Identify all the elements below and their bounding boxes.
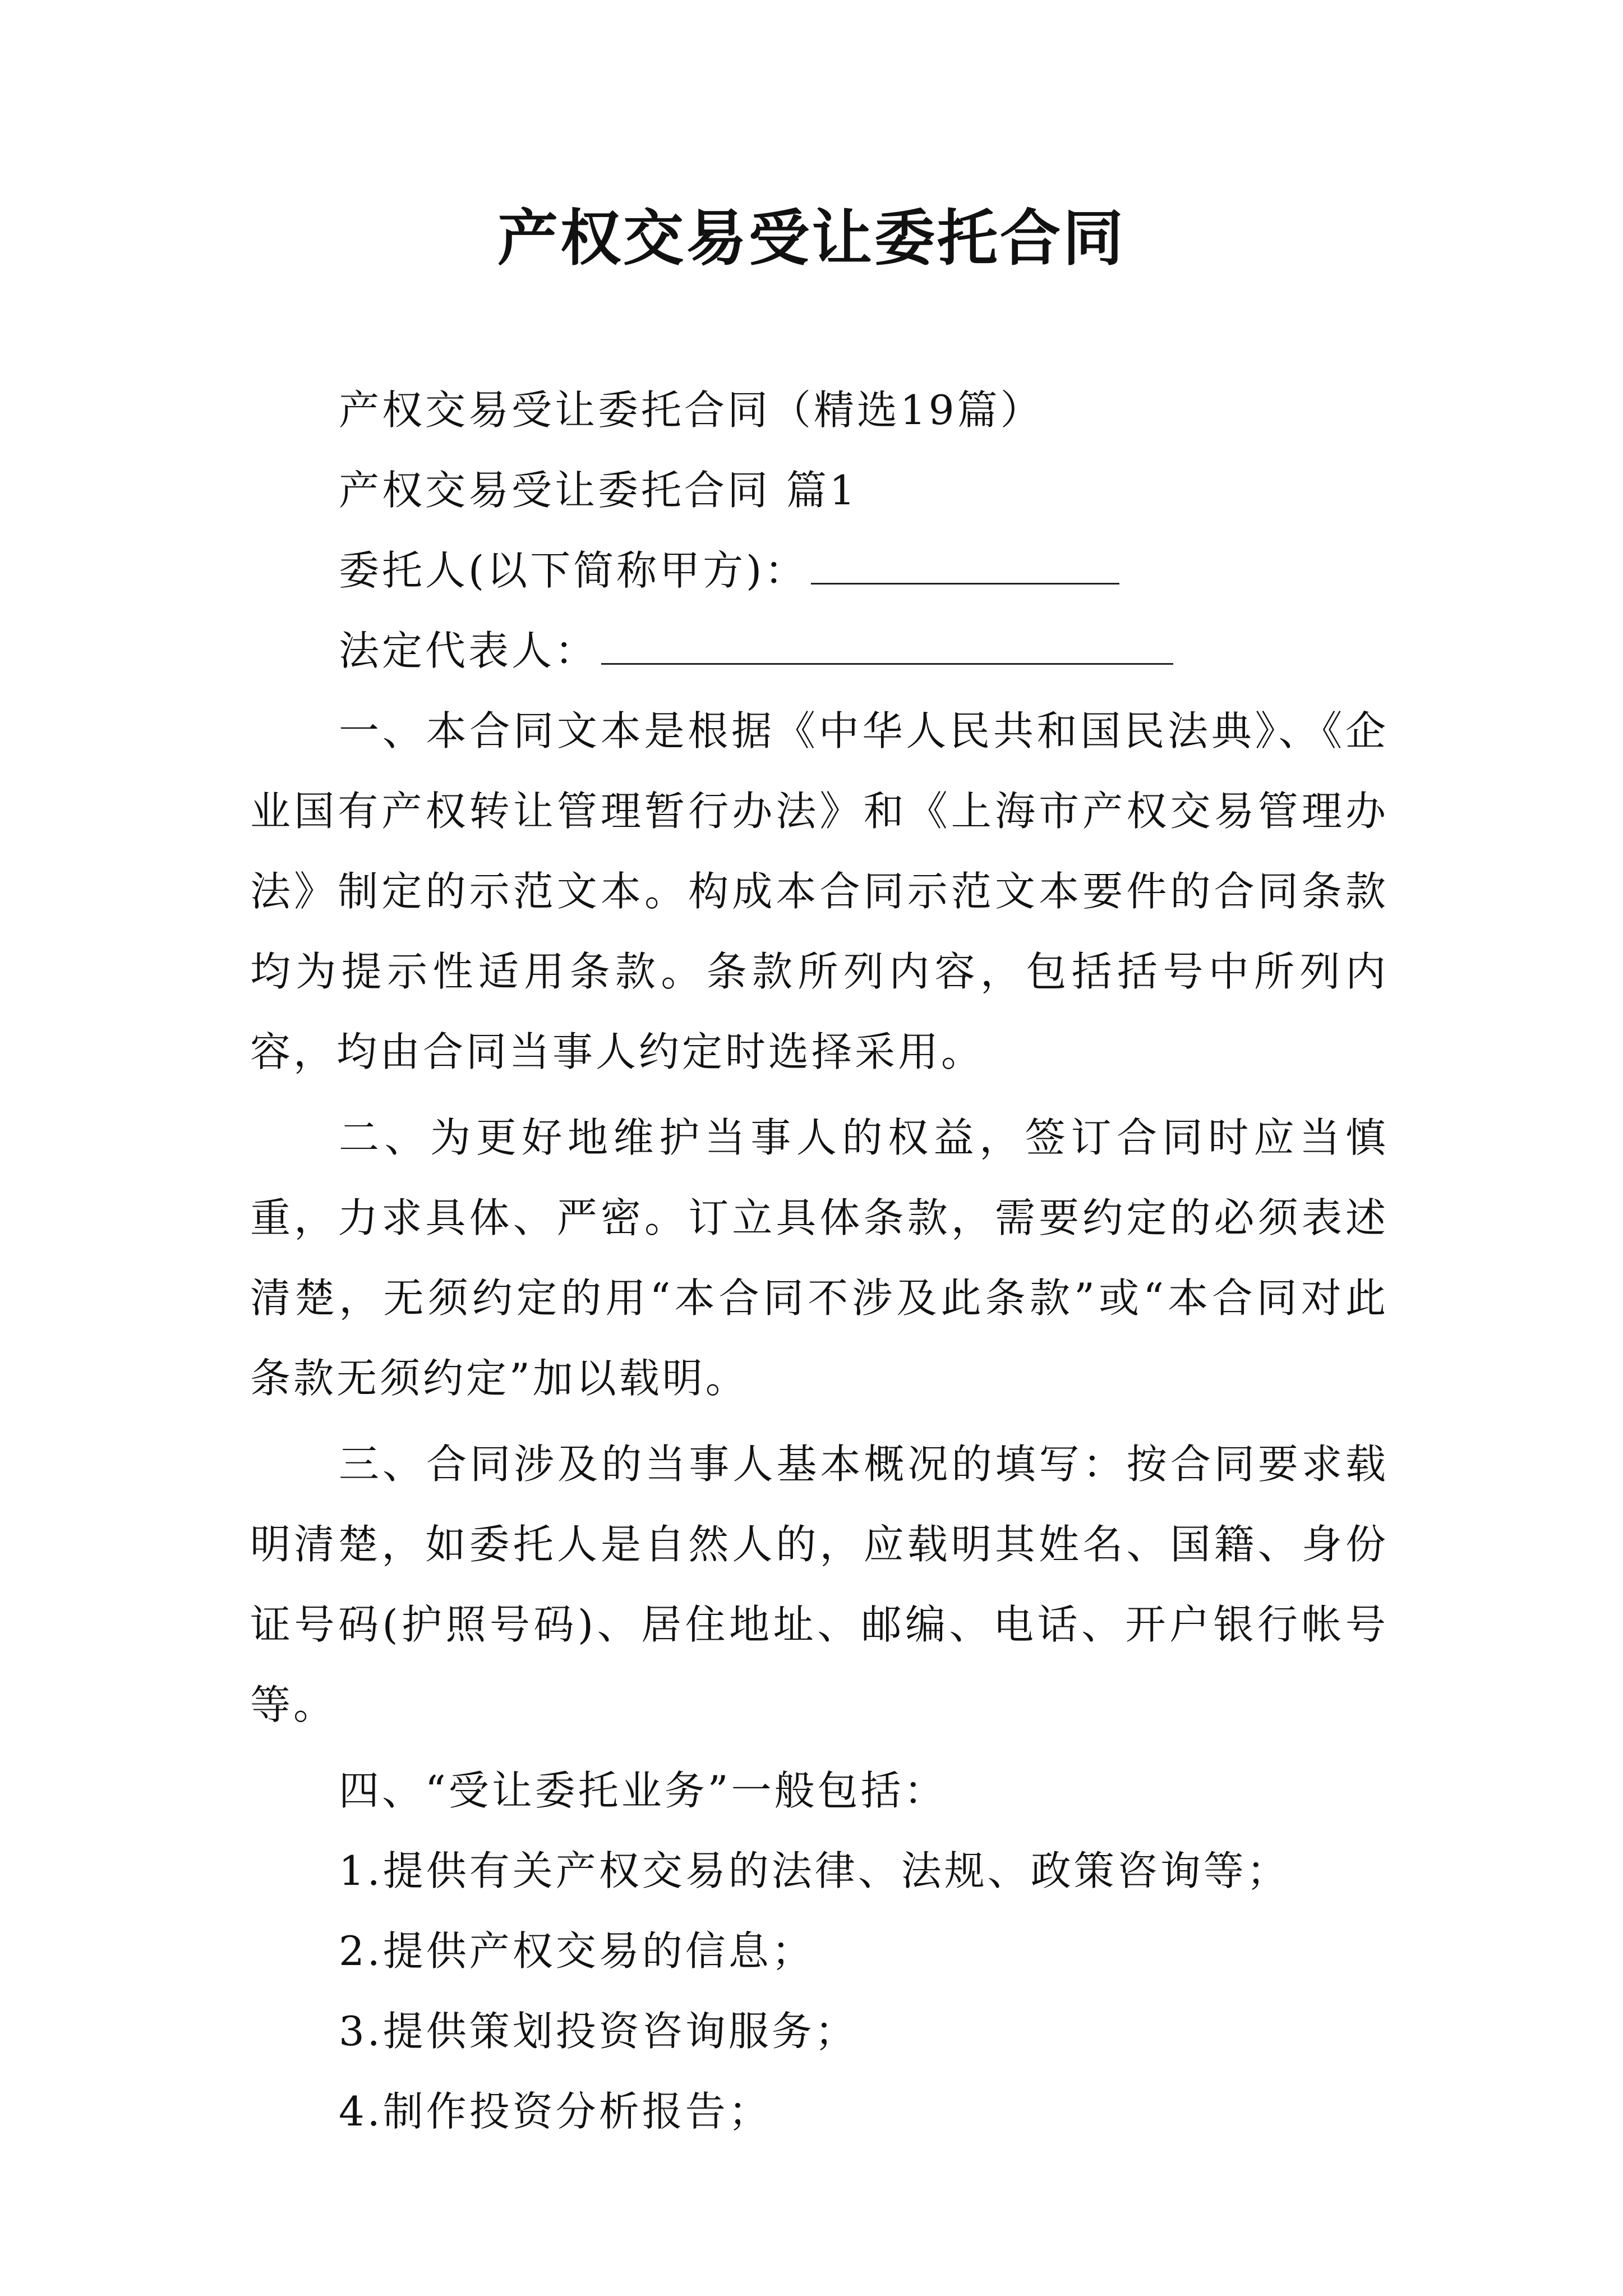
legal-rep-label: 法定代表人： — [339, 627, 598, 674]
legal-rep-blank-line — [601, 626, 1173, 665]
list-item-1: 1.提供有关产权交易的法律、法规、政策咨询等； — [339, 1847, 1290, 1894]
client-field — [250, 531, 1389, 611]
document-body — [250, 370, 1389, 2152]
document-subtitle: 产权交易受让委托合同（精选19篇） — [339, 386, 1044, 434]
list-item-4: 4.制作投资分析报告； — [339, 2088, 772, 2135]
paragraph-3: 三、合同涉及的当事人基本概况的填写：按合同要求载明清楚，如委托人是自然人的，应载明其姓名、国籍、身份证号码(护照号码)、居住地址、邮编、电话、开户银行帐号等。 — [250, 1441, 1389, 1728]
client-label: 委托人(以下简称甲方)： — [339, 547, 808, 594]
list-item-3: 3.提供策划投资咨询服务； — [339, 2008, 858, 2055]
legal-rep-field — [250, 611, 1389, 691]
client-blank-line — [811, 546, 1119, 585]
paragraph-1: 一、本合同文本是根据《中华人民共和国民法典》、《企业国有产权转让管理暂行办法》和《上海市产权交易管理办法》制定的示范文本。构成本合同示范文本要件的合同条款均为提示性适用条款。条款所列内容，包括括号中所列内容，均由合同当事人约定时选择采用。 — [250, 707, 1389, 1075]
paragraph-2: 二、为更好地维护当事人的权益，签订合同时应当慎重，力求具体、严密。订立具体条款，需要约定的必须表述清楚，无须约定的用“本合同不涉及此条款”或“本合同对此条款无须约定”加以载明。 — [250, 1114, 1389, 1402]
list-item-2: 2.提供产权交易的信息； — [339, 1927, 815, 1975]
document-title: 产权交易受让委托合同 — [497, 203, 1126, 274]
paragraph-4-heading: 四、“受让委托业务”一般包括： — [339, 1767, 947, 1814]
section-heading: 产权交易受让委托合同 篇1 — [339, 467, 858, 514]
